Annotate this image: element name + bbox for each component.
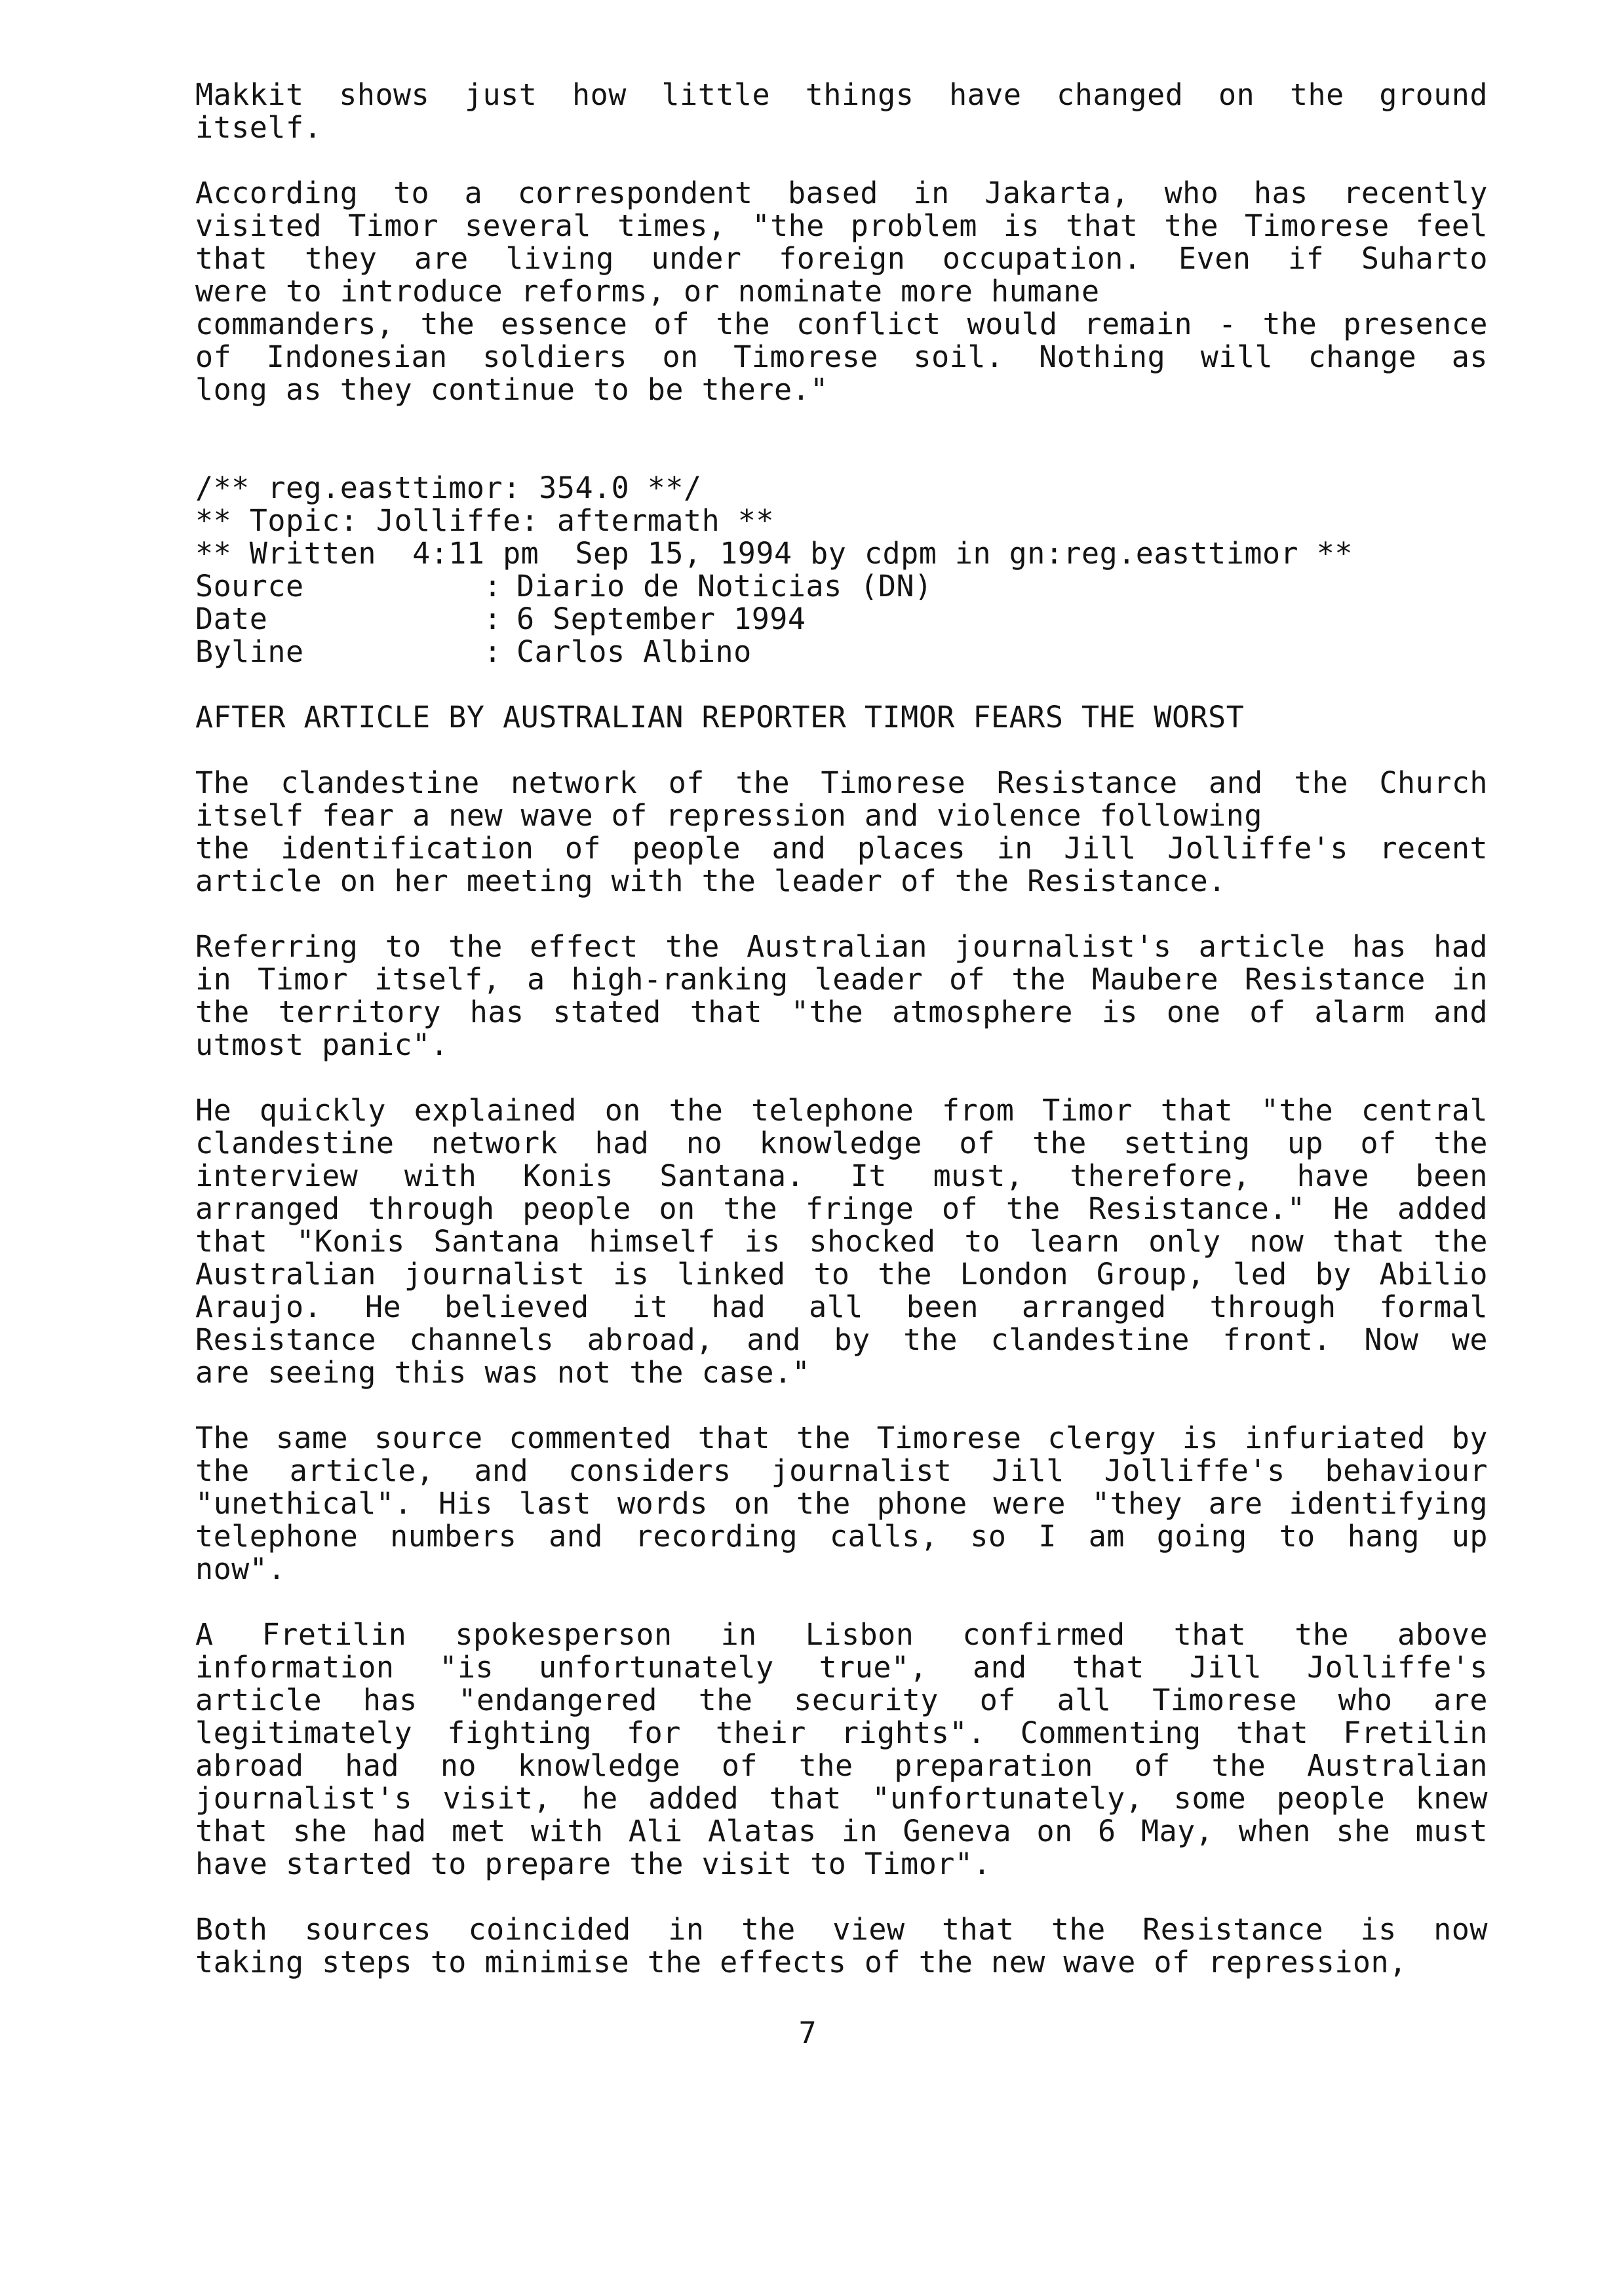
written-line: ** Written 4:11 pm Sep 15, 1994 by cdpm in gn:reg.easttimor **: [195, 536, 1353, 571]
text-line: itself fear a new wave of repression and violence following: [195, 798, 1262, 833]
text-line: that she had met with Ali Alatas in Geneva on 6 May, when she must: [195, 1814, 1488, 1848]
text-line: long as they continue to be there.": [195, 372, 828, 407]
text-line: visited Timor several times, "the problem is that the Timorese feel: [195, 208, 1488, 243]
field-value: Diario de Noticias (DN): [516, 569, 933, 603]
text-line: the article, and considers journalist Jill Jolliffe's behaviour: [195, 1453, 1488, 1488]
paragraph-clandestine: [195, 767, 1488, 898]
text-line: arranged through people on the fringe of the Resistance." He added: [195, 1191, 1488, 1226]
field-separator: :: [484, 602, 502, 636]
paragraph-both-sources: [195, 1913, 1488, 1979]
text-line: "unethical". His last words on the phone were "they are identifying: [195, 1486, 1488, 1521]
topic-line: ** Topic: Jolliffe: aftermath **: [195, 503, 774, 538]
paragraph-telephone: [195, 1094, 1488, 1389]
paragraph-clergy: [195, 1422, 1488, 1586]
text-line: information "is unfortunately true", and that Jill Jolliffe's: [195, 1650, 1488, 1685]
text-line: Referring to the effect the Australian journalist's article has had: [195, 929, 1488, 964]
text-line: Makkit shows just how little things have changed on the ground: [195, 77, 1488, 112]
field-key: Source: [195, 569, 304, 603]
text-line: journalist's visit, he added that "unfortunately, some people knew: [195, 1781, 1488, 1816]
text-line: interview with Konis Santana. It must, therefore, have been: [195, 1158, 1488, 1193]
field-separator: :: [484, 569, 502, 603]
paragraph-correspondent: [195, 177, 1488, 406]
text-line: utmost panic".: [195, 1027, 449, 1062]
paragraph-intro: [195, 79, 1488, 144]
field-key: Byline: [195, 634, 304, 669]
text-line: now".: [195, 1552, 286, 1586]
text-line: According to a correspondent based in Jakarta, who has recently: [195, 176, 1488, 210]
field-separator: :: [484, 634, 502, 669]
text-line: the territory has stated that "the atmosphere is one of alarm and: [195, 995, 1488, 1029]
text-line: Australian journalist is linked to the London Group, led by Abilio: [195, 1257, 1488, 1292]
text-line: Resistance channels abroad, and by the clandestine front. Now we: [195, 1322, 1488, 1357]
field-value: 6 September 1994: [516, 602, 806, 636]
text-line: abroad had no knowledge of the preparation of the Australian: [195, 1748, 1488, 1783]
text-line: that they are living under foreign occupation. Even if Suharto: [195, 241, 1488, 276]
text-line: He quickly explained on the telephone from Timor that "the central: [195, 1093, 1488, 1128]
paragraph-fretilin: [195, 1618, 1488, 1881]
paragraph-referring: [195, 930, 1488, 1062]
field-value: Carlos Albino: [516, 634, 752, 669]
text-line: article on her meeting with the leader of the Resistance.: [195, 864, 1226, 898]
text-line: itself.: [195, 110, 322, 145]
document-page: [195, 79, 1488, 1979]
text-line: that "Konis Santana himself is shocked to learn only now that the: [195, 1224, 1488, 1259]
text-line: article has "endangered the security of all Timorese who are: [195, 1683, 1488, 1717]
text-line: were to introduce reforms, or nominate more humane: [195, 274, 1100, 309]
text-line: Both sources coincided in the view that the Resistance is now: [195, 1912, 1488, 1947]
text-line: have started to prepare the visit to Timor".: [195, 1846, 992, 1881]
date-field: [195, 603, 1488, 636]
text-line: clandestine network had no knowledge of the setting up of the: [195, 1126, 1488, 1160]
text-line: legitimately fighting for their rights". Commenting that Fretilin: [195, 1715, 1488, 1750]
field-key: Date: [195, 602, 268, 636]
text-line: taking steps to minimise the effects of the new wave of repression,: [195, 1945, 1407, 1980]
text-line: The clandestine network of the Timorese Resistance and the Church: [195, 765, 1488, 800]
message-header: [195, 472, 1488, 668]
text-line: The same source commented that the Timorese clergy is infuriated by: [195, 1421, 1488, 1455]
article-headline: AFTER ARTICLE BY AUSTRALIAN REPORTER TIMOR FEARS THE WORST: [195, 700, 1245, 735]
text-line: are seeing this was not the case.": [195, 1355, 811, 1390]
text-line: A Fretilin spokesperson in Lisbon confirmed that the above: [195, 1617, 1488, 1652]
text-line: the identification of people and places in Jill Jolliffe's recent: [195, 831, 1488, 866]
text-line: in Timor itself, a high-ranking leader of the Maubere Resistance in: [195, 962, 1488, 997]
byline-field: [195, 636, 1488, 668]
reg-line: /** reg.easttimor: 354.0 **/: [195, 470, 702, 505]
text-line: commanders, the essence of the conflict would remain - the presence: [195, 307, 1488, 341]
page-number: 7: [798, 2016, 817, 2050]
text-line: telephone numbers and recording calls, so I am going to hang up: [195, 1519, 1488, 1554]
text-line: of Indonesian soldiers on Timorese soil. Nothing will change as: [195, 339, 1488, 374]
source-field: [195, 570, 1488, 603]
text-line: Araujo. He believed it had all been arranged through formal: [195, 1290, 1488, 1324]
